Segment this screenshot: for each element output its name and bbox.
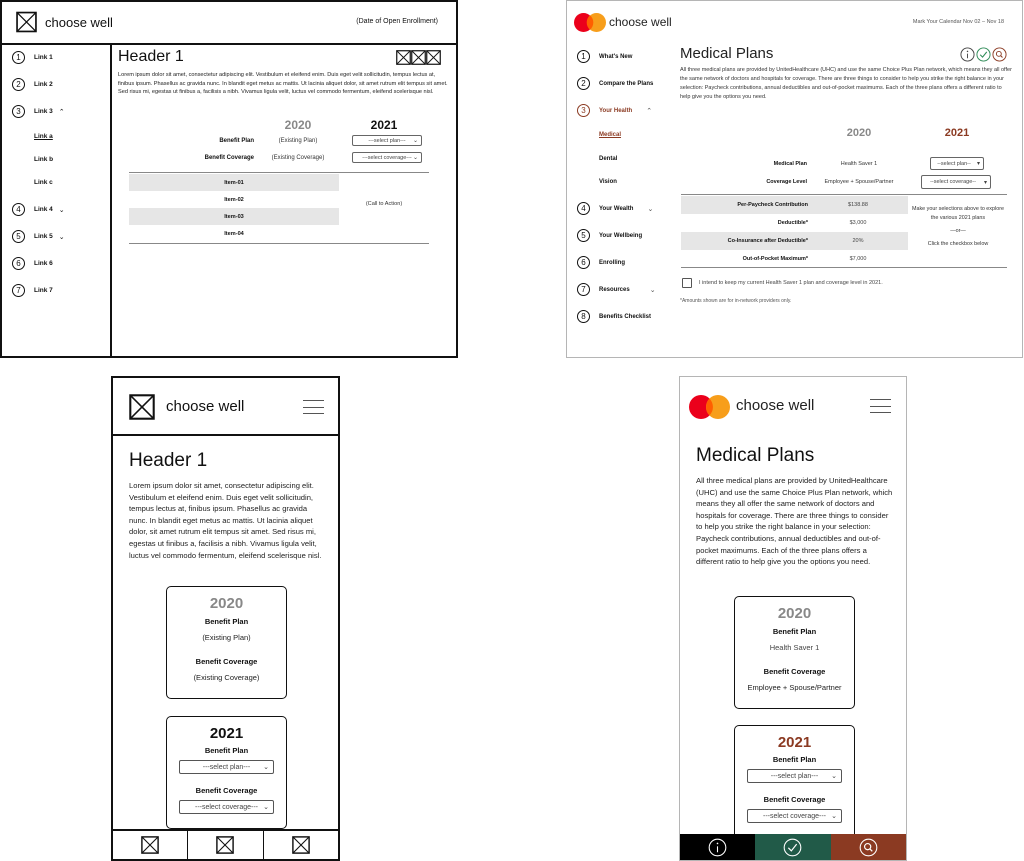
- header: [113, 378, 338, 436]
- sidebar-item-compare-plans[interactable]: [577, 77, 653, 90]
- sidebar-item-enrolling[interactable]: [577, 256, 625, 269]
- select-value: ---select plan---: [368, 137, 406, 144]
- table-row: Item-01: [129, 174, 339, 191]
- placeholder-icon[interactable]: [426, 50, 441, 65]
- row-label: Benefit Plan: [219, 138, 254, 144]
- card-current-year: [166, 586, 287, 699]
- main-content: [680, 45, 1012, 357]
- search-button[interactable]: [831, 834, 906, 860]
- year-next: 2021: [944, 127, 970, 139]
- chevron-down-icon: ⌄: [412, 138, 418, 144]
- intro-paragraph: Lorem ipsum dolor sit amet, consectetur adipiscing elit. Vestibulum et eleifend enim. Duis eget velit sollicitudin, tempus lectus at, finibus ipsum. Phasellus ac gravida nunc. In blandit eget metus ac mattis. Ut lacinia aliquet dolor, sit amet rutrum elit tempus sit amet. Sed risus mi, egestas ut finibus a, facilisis a nibh. Vivamus ligula velit, luctus vel commodo fermentum, eleifend scelerisque nisl.: [118, 72, 448, 96]
- sidebar-item-link-1[interactable]: [12, 51, 53, 64]
- select-value: ---select plan---: [202, 763, 251, 771]
- select-value: --select plan--: [937, 160, 971, 167]
- step-number-icon: 5: [12, 230, 25, 243]
- chevron-down-icon: ⌄: [831, 813, 837, 820]
- card-value: Employee + Spouse/Partner: [747, 683, 842, 692]
- plan-select[interactable]: [352, 135, 422, 146]
- card-label: Benefit Plan: [204, 746, 249, 755]
- sidebar-item-label: Link 4: [34, 206, 53, 213]
- footnote: *Amounts shown are for in-network providers only.: [680, 298, 792, 304]
- action-icons: [960, 47, 1007, 62]
- plan-select[interactable]: [747, 769, 842, 783]
- select-value: ---select coverage---: [762, 812, 826, 820]
- select-value: ---select plan---: [770, 772, 819, 780]
- chevron-up-icon: ⌃: [646, 107, 653, 115]
- header: [2, 2, 456, 45]
- table-row: Item-04: [224, 230, 244, 237]
- step-number-icon: 3: [12, 105, 25, 118]
- step-number-icon: 1: [577, 50, 590, 63]
- info-icon[interactable]: [960, 47, 975, 62]
- brand-name: choose well: [736, 397, 815, 414]
- brand-logo-icon: [574, 13, 606, 32]
- detail-value: $3,000: [849, 220, 867, 226]
- sidebar-item-link-4[interactable]: [12, 203, 65, 216]
- table-row: [681, 232, 908, 250]
- placeholder-icon: [216, 836, 234, 854]
- table-row: Item-02: [224, 196, 244, 203]
- bottom-button-3[interactable]: [263, 831, 338, 859]
- placeholder-icon[interactable]: [396, 50, 411, 65]
- plan-select[interactable]: [179, 760, 274, 774]
- sidebar-item-label: Link 3: [34, 108, 53, 115]
- intro-paragraph: All three medical plans are provided by UnitedHealthcare (UHC) and use the same Choice Plus Plan network, which means they all offer the same network of doctors and hospitals for coverage. There are three things to consider to help you strike the right balance in your selection: Paycheck contributions, annual deductibles and out-of-pocket maximums. Each of the three plans offers a different ratio to help give you the options you need.: [696, 476, 893, 567]
- desktop-wireframe: [0, 0, 458, 358]
- placeholder-icon: [292, 836, 310, 854]
- brand-name: choose well: [609, 15, 672, 29]
- page-title: Medical Plans: [680, 45, 774, 62]
- step-number-icon: 4: [577, 202, 590, 215]
- items-table: [129, 172, 429, 244]
- chevron-down-icon: ▾: [976, 161, 980, 167]
- card-value: (Existing Coverage): [193, 673, 260, 682]
- table-row: Item-03: [129, 208, 339, 225]
- sidebar-item-label: Link 7: [34, 287, 53, 294]
- sidebar-item-label: Benefits Checklist: [599, 313, 652, 320]
- card-year: 2021: [777, 734, 812, 751]
- detail-value: $7,000: [849, 256, 867, 262]
- sidebar-item-link-2[interactable]: [12, 78, 53, 91]
- page-title: Header 1: [129, 450, 208, 471]
- main-content: [696, 445, 896, 568]
- year-current: 2020: [284, 118, 312, 132]
- card-next-year: [166, 716, 287, 829]
- mobile-hifi: [679, 376, 907, 861]
- intro-paragraph: All three medical plans are provided by UnitedHealthcare (UHC) and use the same Choice Plus Plan network, which means they all offer the same network of doctors and hospitals for coverage. There are three things to consider to help you strike the right balance in your selection: Paycheck contributions, annual deductibles and out-of-pocket maximums. Each of the three plans offers a different ratio to help give you the options you need.: [680, 67, 1012, 100]
- info-button[interactable]: [680, 834, 755, 860]
- chevron-down-icon: ⌄: [263, 764, 269, 771]
- plan-details-table: [681, 194, 1007, 268]
- coverage-select[interactable]: [747, 809, 842, 823]
- mobile-wireframe: [111, 376, 340, 861]
- sidebar-item-label: Resources: [599, 286, 630, 293]
- keep-plan-option[interactable]: [682, 278, 883, 288]
- table-row: [681, 250, 908, 268]
- table-row: [681, 196, 908, 214]
- desktop-hifi: [566, 0, 1023, 358]
- sidebar-item-label: Your Health: [599, 107, 633, 114]
- sidebar-item-label: Your Wealth: [599, 205, 634, 212]
- hint-text: Click the checkbox below: [927, 241, 989, 247]
- sidebar-item-your-wealth[interactable]: [577, 202, 653, 215]
- sidebar-item-whats-new[interactable]: [577, 50, 632, 63]
- chevron-down-icon: ⌄: [831, 773, 837, 780]
- sidebar-item-label: Link 6: [34, 260, 53, 267]
- detail-value: 20%: [852, 238, 864, 244]
- sidebar-item-label: Your Wellbeing: [599, 232, 643, 239]
- step-number-icon: 6: [577, 256, 590, 269]
- year-next: 2021: [370, 118, 398, 132]
- select-value: ---select coverage---: [194, 803, 258, 811]
- table-row: [681, 214, 908, 232]
- sidebar-item-label: Compare the Plans: [599, 80, 654, 87]
- search-icon[interactable]: [992, 47, 1007, 62]
- card-label: Benefit Plan: [772, 627, 817, 636]
- sidebar-subitem-link-a[interactable]: Link a: [34, 133, 53, 140]
- step-number-icon: 3: [577, 104, 590, 117]
- row-value: (Existing Plan): [278, 138, 318, 144]
- sidebar-item-link-3[interactable]: [12, 105, 65, 118]
- chevron-down-icon: ⌄: [58, 206, 65, 214]
- step-number-icon: 2: [12, 78, 25, 91]
- hint-or: —or—: [950, 228, 966, 234]
- coverage-select[interactable]: [179, 800, 274, 814]
- sidebar-subitem-dental[interactable]: Dental: [599, 156, 618, 162]
- detail-label: Co-Insurance after Deductible*: [727, 238, 808, 244]
- chevron-down-icon: ⌄: [412, 155, 418, 161]
- page-title: Header 1: [118, 48, 184, 65]
- main-content: [129, 450, 326, 561]
- sidebar-subitem-vision[interactable]: Vision: [599, 179, 617, 185]
- bottom-action-bar: [113, 829, 338, 859]
- select-value: --select coverage--: [930, 179, 976, 185]
- sidebar-item-label: Link 5: [34, 233, 53, 240]
- sidebar-item-benefits-checklist[interactable]: [577, 310, 651, 323]
- coverage-select[interactable]: [921, 175, 991, 189]
- intro-paragraph: Lorem ipsum dolor sit amet, consectetur adipiscing elit. Vestibulum et eleifend enim. Duis eget velit sollicitudin, tempus lectus at, finibus ipsum. Phasellus ac gravida nunc. In blandit eget metus ac mattis. Ut lacinia aliquet dolor, sit amet rutrum elit tempus sit amet. Sed risus mi, egestas ut finibus a, facilisis a nibh. Vivamus ligula velit, luctus vel commodo fermentum, eleifend scelerisque nisl.: [129, 481, 322, 560]
- card-value: Health Saver 1: [769, 643, 820, 652]
- detail-value: $138.88: [848, 202, 868, 208]
- chevron-down-icon: ⌄: [647, 205, 654, 213]
- placeholder-icon[interactable]: [411, 50, 426, 65]
- card-label: Benefit Coverage: [195, 786, 258, 795]
- card-label: Benefit Coverage: [195, 657, 258, 666]
- chevron-up-icon: ⌃: [58, 108, 65, 116]
- keep-plan-checkbox[interactable]: [682, 278, 692, 288]
- card-year: 2020: [777, 605, 812, 622]
- sidebar-item-link-5[interactable]: [12, 230, 65, 243]
- hamburger-menu-icon[interactable]: [303, 400, 324, 414]
- selection-hint: [909, 205, 1007, 249]
- action-icons: [396, 50, 441, 65]
- sidebar-subitem-link-c[interactable]: Link c: [34, 179, 53, 186]
- brand-name: choose well: [166, 398, 245, 415]
- step-number-icon: 6: [12, 257, 25, 270]
- chevron-down-icon: ⌄: [649, 286, 656, 294]
- brand-name: choose well: [45, 15, 113, 30]
- brand-logo-icon: [689, 395, 730, 419]
- select-value: ---select coverage---: [362, 154, 412, 161]
- bottom-button-1[interactable]: [113, 831, 187, 859]
- card-current-year: [734, 596, 855, 709]
- card-value: (Existing Plan): [202, 633, 251, 642]
- enrollment-date: (Date of Open Enrollment): [356, 18, 438, 25]
- step-number-icon: 2: [577, 77, 590, 90]
- row-value: (Existing Coverage): [271, 155, 325, 161]
- bottom-button-2[interactable]: [187, 831, 262, 859]
- search-icon: [859, 838, 878, 857]
- chevron-down-icon: ▾: [983, 179, 987, 186]
- main-content: [118, 48, 450, 356]
- row-label: Coverage Level: [766, 179, 807, 185]
- sidebar-item-link-6[interactable]: [12, 257, 53, 270]
- bottom-action-bar: [680, 834, 906, 860]
- logo-placeholder-icon: [129, 394, 155, 420]
- step-number-icon: 7: [12, 284, 25, 297]
- card-year: 2020: [209, 595, 244, 612]
- check-button[interactable]: [755, 834, 830, 860]
- sidebar-item-your-wellbeing[interactable]: [577, 229, 642, 242]
- hint-text: Make your selections above to explore the various 2021 plans: [912, 206, 1004, 221]
- sidebar-item-label: Link 1: [34, 54, 53, 61]
- hamburger-menu-icon[interactable]: [870, 399, 891, 413]
- placeholder-icon: [141, 836, 159, 854]
- sidebar-item-label: Enrolling: [599, 259, 625, 266]
- enrollment-date: Mark Your Calendar Nov 02 – Nov 18: [912, 19, 1004, 25]
- sidebar-item-your-health[interactable]: [577, 104, 652, 117]
- sidebar-item-label: Link 2: [34, 81, 53, 88]
- info-icon: [708, 838, 727, 857]
- detail-label: Per-Paycheck Contribution: [737, 202, 808, 208]
- checkbox-label: I intend to keep my current Health Saver 1 plan and coverage level in 2021.: [699, 280, 883, 286]
- plan-select[interactable]: [930, 157, 984, 170]
- row-label: Medical Plan: [773, 161, 807, 167]
- page-title: Medical Plans: [696, 445, 815, 466]
- sidebar-subitem-medical[interactable]: Medical: [599, 132, 622, 138]
- card-label: Benefit Plan: [204, 617, 249, 626]
- card-year: 2021: [209, 725, 244, 742]
- row-label: Benefit Coverage: [204, 155, 254, 161]
- sidebar-item-link-7[interactable]: [12, 284, 53, 297]
- row-value: Employee + Spouse/Partner: [824, 179, 894, 185]
- sidebar-item-label: What's New: [599, 53, 633, 60]
- step-number-icon: 4: [12, 203, 25, 216]
- card-label: Benefit Coverage: [763, 667, 826, 676]
- step-number-icon: 7: [577, 283, 590, 296]
- detail-label: Out-of-Pocket Maximum*: [742, 256, 808, 262]
- step-number-icon: 8: [577, 310, 590, 323]
- step-number-icon: 5: [577, 229, 590, 242]
- sidebar-nav: [2, 45, 112, 356]
- chevron-down-icon: ⌄: [58, 233, 65, 241]
- card-label: Benefit Plan: [772, 755, 817, 764]
- sidebar-item-resources[interactable]: [577, 283, 656, 296]
- coverage-select[interactable]: [352, 152, 422, 163]
- check-icon: [783, 838, 802, 857]
- sidebar-subitem-link-b[interactable]: Link b: [34, 156, 54, 163]
- step-number-icon: 1: [12, 51, 25, 64]
- year-current: 2020: [846, 127, 872, 139]
- row-value: Health Saver 1: [840, 161, 878, 167]
- check-icon[interactable]: [976, 47, 991, 62]
- card-label: Benefit Coverage: [763, 795, 826, 804]
- detail-label: Deductible*: [777, 220, 808, 226]
- call-to-action[interactable]: (Call to Action): [365, 201, 403, 207]
- card-next-year: [734, 725, 855, 845]
- logo-placeholder-icon: [16, 11, 37, 33]
- chevron-down-icon: ⌄: [263, 804, 269, 811]
